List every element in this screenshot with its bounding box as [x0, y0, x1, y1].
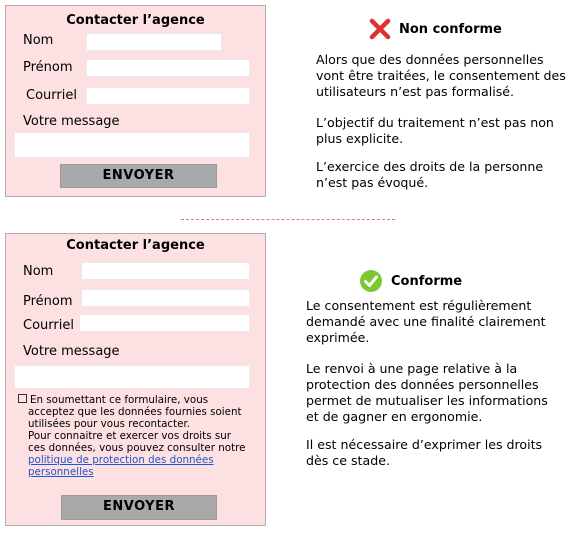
text-line: Le consentement est régulièrement — [306, 298, 532, 313]
nom-label: Nom — [23, 264, 54, 279]
compliant-para-2 — [306, 361, 548, 425]
form-title: Contacter l’agence — [66, 13, 205, 28]
privacy-policy-link-text[interactable]: personnelles — [28, 466, 94, 478]
nom-label: Nom — [23, 33, 54, 48]
cross-icon — [369, 18, 391, 40]
prenom-input[interactable] — [86, 59, 250, 77]
consent-line: acceptez que les données fournies soient — [28, 406, 242, 418]
rights-line: ces données, vous pouvez consulter notre — [28, 442, 246, 454]
text-line: L’objectif du traitement n’est pas non — [316, 115, 554, 130]
prenom-label: Prénom — [23, 294, 73, 309]
check-icon — [359, 269, 383, 293]
send-button[interactable]: ENVOYER — [61, 495, 217, 520]
text-line: plus explicite. — [316, 131, 404, 146]
text-line: protection des données personnelles — [306, 377, 539, 392]
courriel-label: Courriel — [26, 88, 77, 103]
privacy-policy-link-text[interactable]: politique de protection des données — [28, 454, 214, 466]
text-line: vont être traitées, le consentement des — [316, 68, 566, 83]
privacy-policy-link[interactable] — [18, 466, 258, 478]
consent-notice — [18, 394, 258, 478]
message-label: Votre message — [23, 344, 120, 359]
noncompliant-label: Non conforme — [399, 22, 502, 37]
compliant-label: Conforme — [391, 274, 463, 289]
noncompliant-para-1 — [316, 52, 566, 100]
message-textarea[interactable] — [14, 132, 250, 158]
prenom-input[interactable] — [81, 289, 250, 307]
nom-input[interactable] — [81, 262, 250, 280]
noncompliant-para-3 — [316, 159, 543, 191]
consent-line — [18, 394, 258, 406]
contact-form-compliant — [5, 233, 266, 526]
privacy-policy-link[interactable] — [18, 454, 258, 466]
text-line: Il est nécessaire d’exprimer les droits — [306, 437, 543, 452]
message-textarea[interactable] — [14, 365, 250, 389]
consent-line: utilisées pour vous recontacter. — [28, 418, 191, 430]
courriel-input[interactable] — [86, 87, 250, 105]
consent-text: En soumettant ce formulaire, vous — [30, 394, 209, 406]
text-line: permet de mutualiser les informations — [306, 393, 548, 408]
courriel-input[interactable] — [79, 314, 250, 332]
text-line: Alors que des données personnelles — [316, 52, 544, 67]
rights-line: Pour connaitre et exercer vos droits sur — [28, 430, 231, 442]
consent-checkbox[interactable] — [18, 394, 27, 403]
compliant-para-3 — [306, 437, 542, 469]
text-line: L’exercice des droits de la personne — [316, 159, 544, 174]
text-line: Le renvoi à une page relative à la — [306, 361, 518, 376]
text-line: et de gagner en ergonomie. — [306, 409, 483, 424]
section-divider — [181, 219, 395, 220]
text-line: demandé avec une finalité clairement — [306, 314, 546, 329]
form-title: Contacter l’agence — [66, 238, 205, 253]
message-label: Votre message — [23, 114, 120, 129]
text-line: dès ce stade. — [306, 453, 390, 468]
text-line: n’est pas évoqué. — [316, 175, 429, 190]
prenom-label: Prénom — [23, 60, 73, 75]
text-line: utilisateurs n’est pas formalisé. — [316, 84, 515, 99]
text-line: exprimée. — [306, 330, 370, 345]
courriel-label: Courriel — [23, 318, 74, 333]
send-button[interactable]: ENVOYER — [60, 164, 217, 188]
noncompliant-para-2 — [316, 115, 554, 147]
compliant-para-1 — [306, 298, 546, 346]
nom-input[interactable] — [86, 33, 222, 51]
contact-form-noncompliant — [5, 5, 266, 197]
